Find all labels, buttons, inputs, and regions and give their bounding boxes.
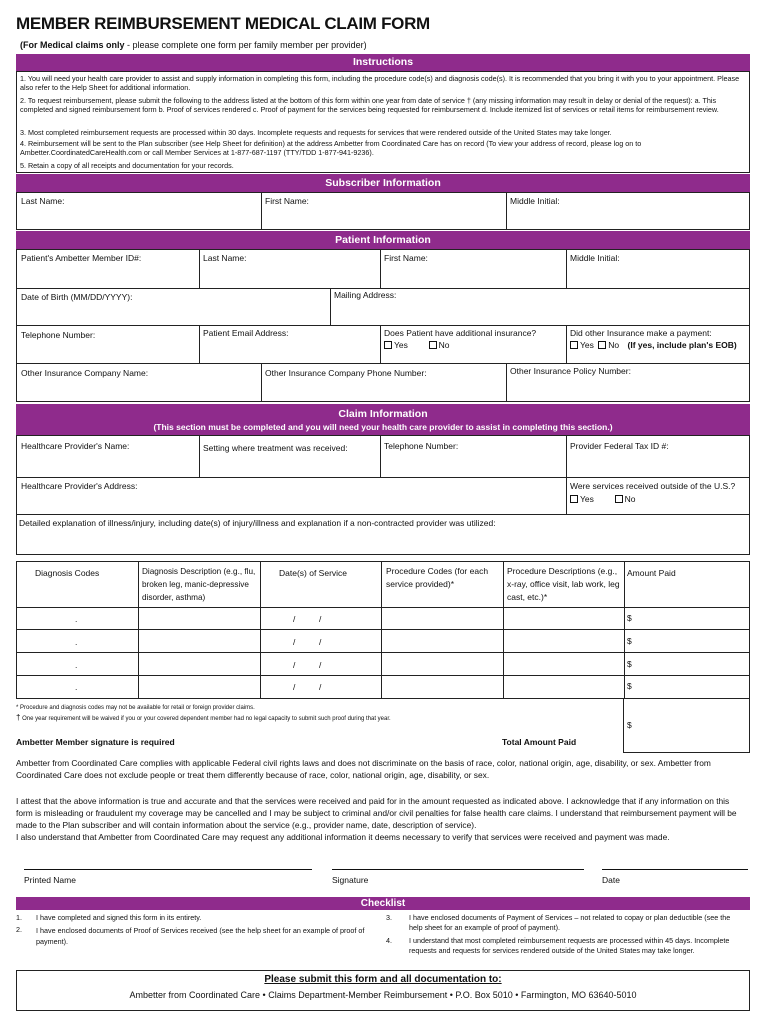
instruction-4: 4. Reimbursement will be sent to the Plan subscriber (see Help Sheet for definition) at the address Ambetter from Coordinated Care has on record (To view your address of record, please log on to Ambetter.CoordinatedCareHealth.com or call Member Services at 1-877-687-1197 (TTY/TDD 1-877-941-9236). xyxy=(20,139,642,157)
col-procedure-codes: Procedure Codes (for each service provided)* xyxy=(386,566,489,589)
subscriber-middle-initial-field[interactable]: Middle Initial: xyxy=(510,196,560,206)
footnote-one-year-text: One year requirement will be waived if you or your covered dependent member had no legal capacity to submit such proof during that year. xyxy=(22,716,391,722)
checklist-item-3-num: 3. xyxy=(386,913,392,922)
outside-us-question: Were services received outside of the U.S.? xyxy=(570,481,736,491)
checklist-item-2-num: 2. xyxy=(16,925,22,934)
instructions-box xyxy=(16,71,750,173)
additional-info-text: I also understand that Ambetter from Coordinated Care may request any additional information it deems necessary to verify that services were received and payment was made. xyxy=(16,832,670,842)
signature-required-label: Ambetter Member signature is required xyxy=(16,737,175,747)
diagnosis-code-cell[interactable]: . xyxy=(75,614,78,624)
instructions-heading: Instructions xyxy=(16,54,750,71)
patient-telephone-field[interactable]: Telephone Number: xyxy=(21,330,96,340)
signature-line[interactable] xyxy=(332,869,584,870)
date-cell[interactable]: / / xyxy=(293,637,322,647)
checklist-heading: Checklist xyxy=(16,897,750,910)
provider-address-field[interactable]: Healthcare Provider's Address: xyxy=(21,481,138,491)
treatment-setting-field[interactable]: Setting where treatment was received: xyxy=(203,443,348,453)
submit-box xyxy=(16,970,750,1011)
dagger-mark: † xyxy=(16,713,21,722)
claim-heading: Claim Information xyxy=(338,408,428,420)
patient-box xyxy=(16,249,750,402)
other-payment-no-label: No xyxy=(608,340,620,350)
other-insurance-phone-field[interactable]: Other Insurance Company Phone Number: xyxy=(265,368,427,378)
illness-explanation-field[interactable]: Detailed explanation of illness/injury, including date(s) of injury/illness and explanation if a non-contracted provider was utilized: xyxy=(19,518,496,528)
patient-heading: Patient Information xyxy=(16,231,750,249)
total-amount-cell: $ xyxy=(627,720,632,730)
other-payment-yes-label: Yes xyxy=(580,340,594,350)
total-amount-box[interactable] xyxy=(623,698,750,753)
amount-cell[interactable]: $ xyxy=(627,613,632,623)
patient-member-id-field[interactable]: Patient's Ambetter Member ID#: xyxy=(21,253,142,263)
instruction-3: 3. Most completed reimbursement requests are processed within 30 days. Incomplete requests and requests for services that were rendered outside of the United States may take longer. xyxy=(20,128,612,137)
submit-address: Ambetter from Coordinated Care • Claims Department-Member Reimbursement • P.O. Box 5010 • Farmington, MO 63640-5010 xyxy=(129,990,637,1000)
checklist-item-1-num: 1. xyxy=(16,913,22,922)
nondiscrimination-notice: Ambetter from Coordinated Care complies with applicable Federal civil rights laws and does not discriminate on the basis of race, color, national origin, age, disability, or sex. Ambetter from Coordinated Care does not exclude people or treat them differently because of race, color, national origin, age, disability, or sex. xyxy=(16,758,711,780)
eob-note: (If yes, include plan's EOB) xyxy=(627,340,737,350)
total-amount-label: Total Amount Paid xyxy=(502,737,577,747)
checklist-item-1: I have completed and signed this form in its entirety. xyxy=(36,913,202,922)
checklist-item-4: I understand that most completed reimbursement requests are processed within 45 days. Incomplete requests and requests for services rendered outside of the United States may take longer. xyxy=(409,936,730,955)
checklist-item-3: I have enclosed documents of Payment of Services – not related to copay or plan deductible (see the help sheet for an example of proof of payment). xyxy=(409,913,731,932)
date-cell[interactable]: / / xyxy=(293,682,322,692)
subscriber-last-name-field[interactable]: Last Name: xyxy=(21,196,65,206)
provider-tax-id-field[interactable]: Provider Federal Tax ID #: xyxy=(570,441,669,451)
checklist-item-4-num: 4. xyxy=(386,936,392,945)
printed-name-line[interactable] xyxy=(24,869,312,870)
other-payment-no-checkbox[interactable] xyxy=(598,341,606,349)
instruction-5: 5. Retain a copy of all receipts and documentation for your records. xyxy=(20,161,234,170)
form-title: MEMBER REIMBURSEMENT MEDICAL CLAIM FORM xyxy=(16,14,430,33)
printed-name-label: Printed Name xyxy=(24,875,76,885)
subtitle-bold: (For Medical claims only xyxy=(20,40,125,50)
outside-us-yes-checkbox[interactable] xyxy=(570,495,578,503)
additional-insurance-no-checkbox[interactable] xyxy=(429,341,437,349)
patient-first-name-field[interactable]: First Name: xyxy=(384,253,428,263)
additional-insurance-yes-checkbox[interactable] xyxy=(384,341,392,349)
provider-name-field[interactable]: Healthcare Provider's Name: xyxy=(21,441,130,451)
date-line[interactable] xyxy=(602,869,748,870)
other-payment-question: Did other Insurance make a payment: xyxy=(570,328,712,338)
claim-box xyxy=(16,435,750,555)
subtitle-rest: - please complete one form per family member per provider) xyxy=(124,40,367,50)
diagnosis-code-cell[interactable]: . xyxy=(75,660,78,670)
subscriber-heading: Subscriber Information xyxy=(16,174,750,192)
additional-insurance-no-label: No xyxy=(438,340,450,350)
col-procedure-descriptions: Procedure Descriptions (e.g., x-ray, office visit, lab work, leg cast, etc.)* xyxy=(507,566,620,602)
additional-insurance-question: Does Patient have additional insurance? xyxy=(384,328,537,338)
patient-email-field[interactable]: Patient Email Address: xyxy=(203,328,289,338)
footnote-one-year xyxy=(16,714,391,723)
instruction-1: 1. You will need your health care provider to assist and supply information in completing this form, including the procedure code(s) and diagnosis code(s). It is recommended that you bring it with you to your appointment. Please also refer to the Help Sheet for additional information. xyxy=(20,74,740,92)
instruction-2: 2. To request reimbursement, please submit the following to the address listed at the bottom of this form within one year from date of service † (any missing information may result in delay or denial of the request): a. This completed and signed reimbursement form b. Proof of services rendered c. Proof of payment for the services being requested for reimbursement d. Include itemized list of services or retail items for reimbursement review. xyxy=(20,96,719,114)
outside-us-no-checkbox[interactable] xyxy=(615,495,623,503)
other-insurance-policy-field[interactable]: Other Insurance Policy Number: xyxy=(510,366,631,376)
amount-cell[interactable]: $ xyxy=(627,659,632,669)
col-diagnosis-codes: Diagnosis Codes xyxy=(35,568,100,578)
footnote-procedure-codes: * Procedure and diagnosis codes may not be available for retail or foreign provider claims. xyxy=(16,705,255,711)
provider-telephone-field[interactable]: Telephone Number: xyxy=(384,441,459,451)
date-cell[interactable]: / / xyxy=(293,614,322,624)
other-insurance-company-field[interactable]: Other Insurance Company Name: xyxy=(21,368,149,378)
other-payment-options xyxy=(570,340,737,351)
diagnosis-code-cell[interactable]: . xyxy=(75,682,78,692)
attestation-text: I attest that the above information is true and accurate and that the services were received and paid for in the amount requested as indicated above. I acknowledge that if any information on this form is misleading or fraudulent my coverage may be cancelled and I may be subject to criminal and/or civil penalties for false health care claims. I understand that reimbursement payment will be made to the Plan subscriber and will contain information about the service (e.g., provider name, date, description of service). xyxy=(16,796,737,830)
subscriber-box xyxy=(16,192,750,230)
services-table xyxy=(16,561,750,699)
additional-insurance-options xyxy=(384,340,450,351)
patient-dob-field[interactable]: Date of Birth (MM/DD/YYYY): xyxy=(21,292,133,302)
patient-mailing-address-field[interactable]: Mailing Address: xyxy=(334,290,397,300)
submit-heading: Please submit this form and all documentation to: xyxy=(264,974,502,985)
additional-insurance-yes-label: Yes xyxy=(394,340,408,350)
claim-heading-bar xyxy=(16,404,750,435)
col-dates-of-service: Date(s) of Service xyxy=(279,568,348,578)
subscriber-first-name-field[interactable]: First Name: xyxy=(265,196,309,206)
col-diagnosis-description: Diagnosis Description (e.g., flu, broken leg, manic-depressive disorder, asthma) xyxy=(142,567,256,602)
claim-subheading: (This section must be completed and you will need your health care provider to assist in completing this section.) xyxy=(153,422,613,432)
date-cell[interactable]: / / xyxy=(293,660,322,670)
other-payment-yes-checkbox[interactable] xyxy=(570,341,578,349)
amount-cell[interactable]: $ xyxy=(627,636,632,646)
diagnosis-code-cell[interactable]: . xyxy=(75,637,78,647)
col-amount-paid: Amount Paid xyxy=(627,568,676,578)
checklist-item-2: I have enclosed documents of Proof of Services received (see the help sheet for an example of proof of payment). xyxy=(36,926,365,946)
form-subtitle xyxy=(20,40,367,50)
outside-us-yes-label: Yes xyxy=(580,494,594,504)
amount-cell[interactable]: $ xyxy=(627,681,632,691)
outside-us-no-label: No xyxy=(624,494,636,504)
outside-us-options xyxy=(570,494,636,505)
patient-last-name-field[interactable]: Last Name: xyxy=(203,253,247,263)
signature-label: Signature xyxy=(332,875,369,885)
date-label: Date xyxy=(602,875,620,885)
patient-middle-initial-field[interactable]: Middle Initial: xyxy=(570,253,620,263)
